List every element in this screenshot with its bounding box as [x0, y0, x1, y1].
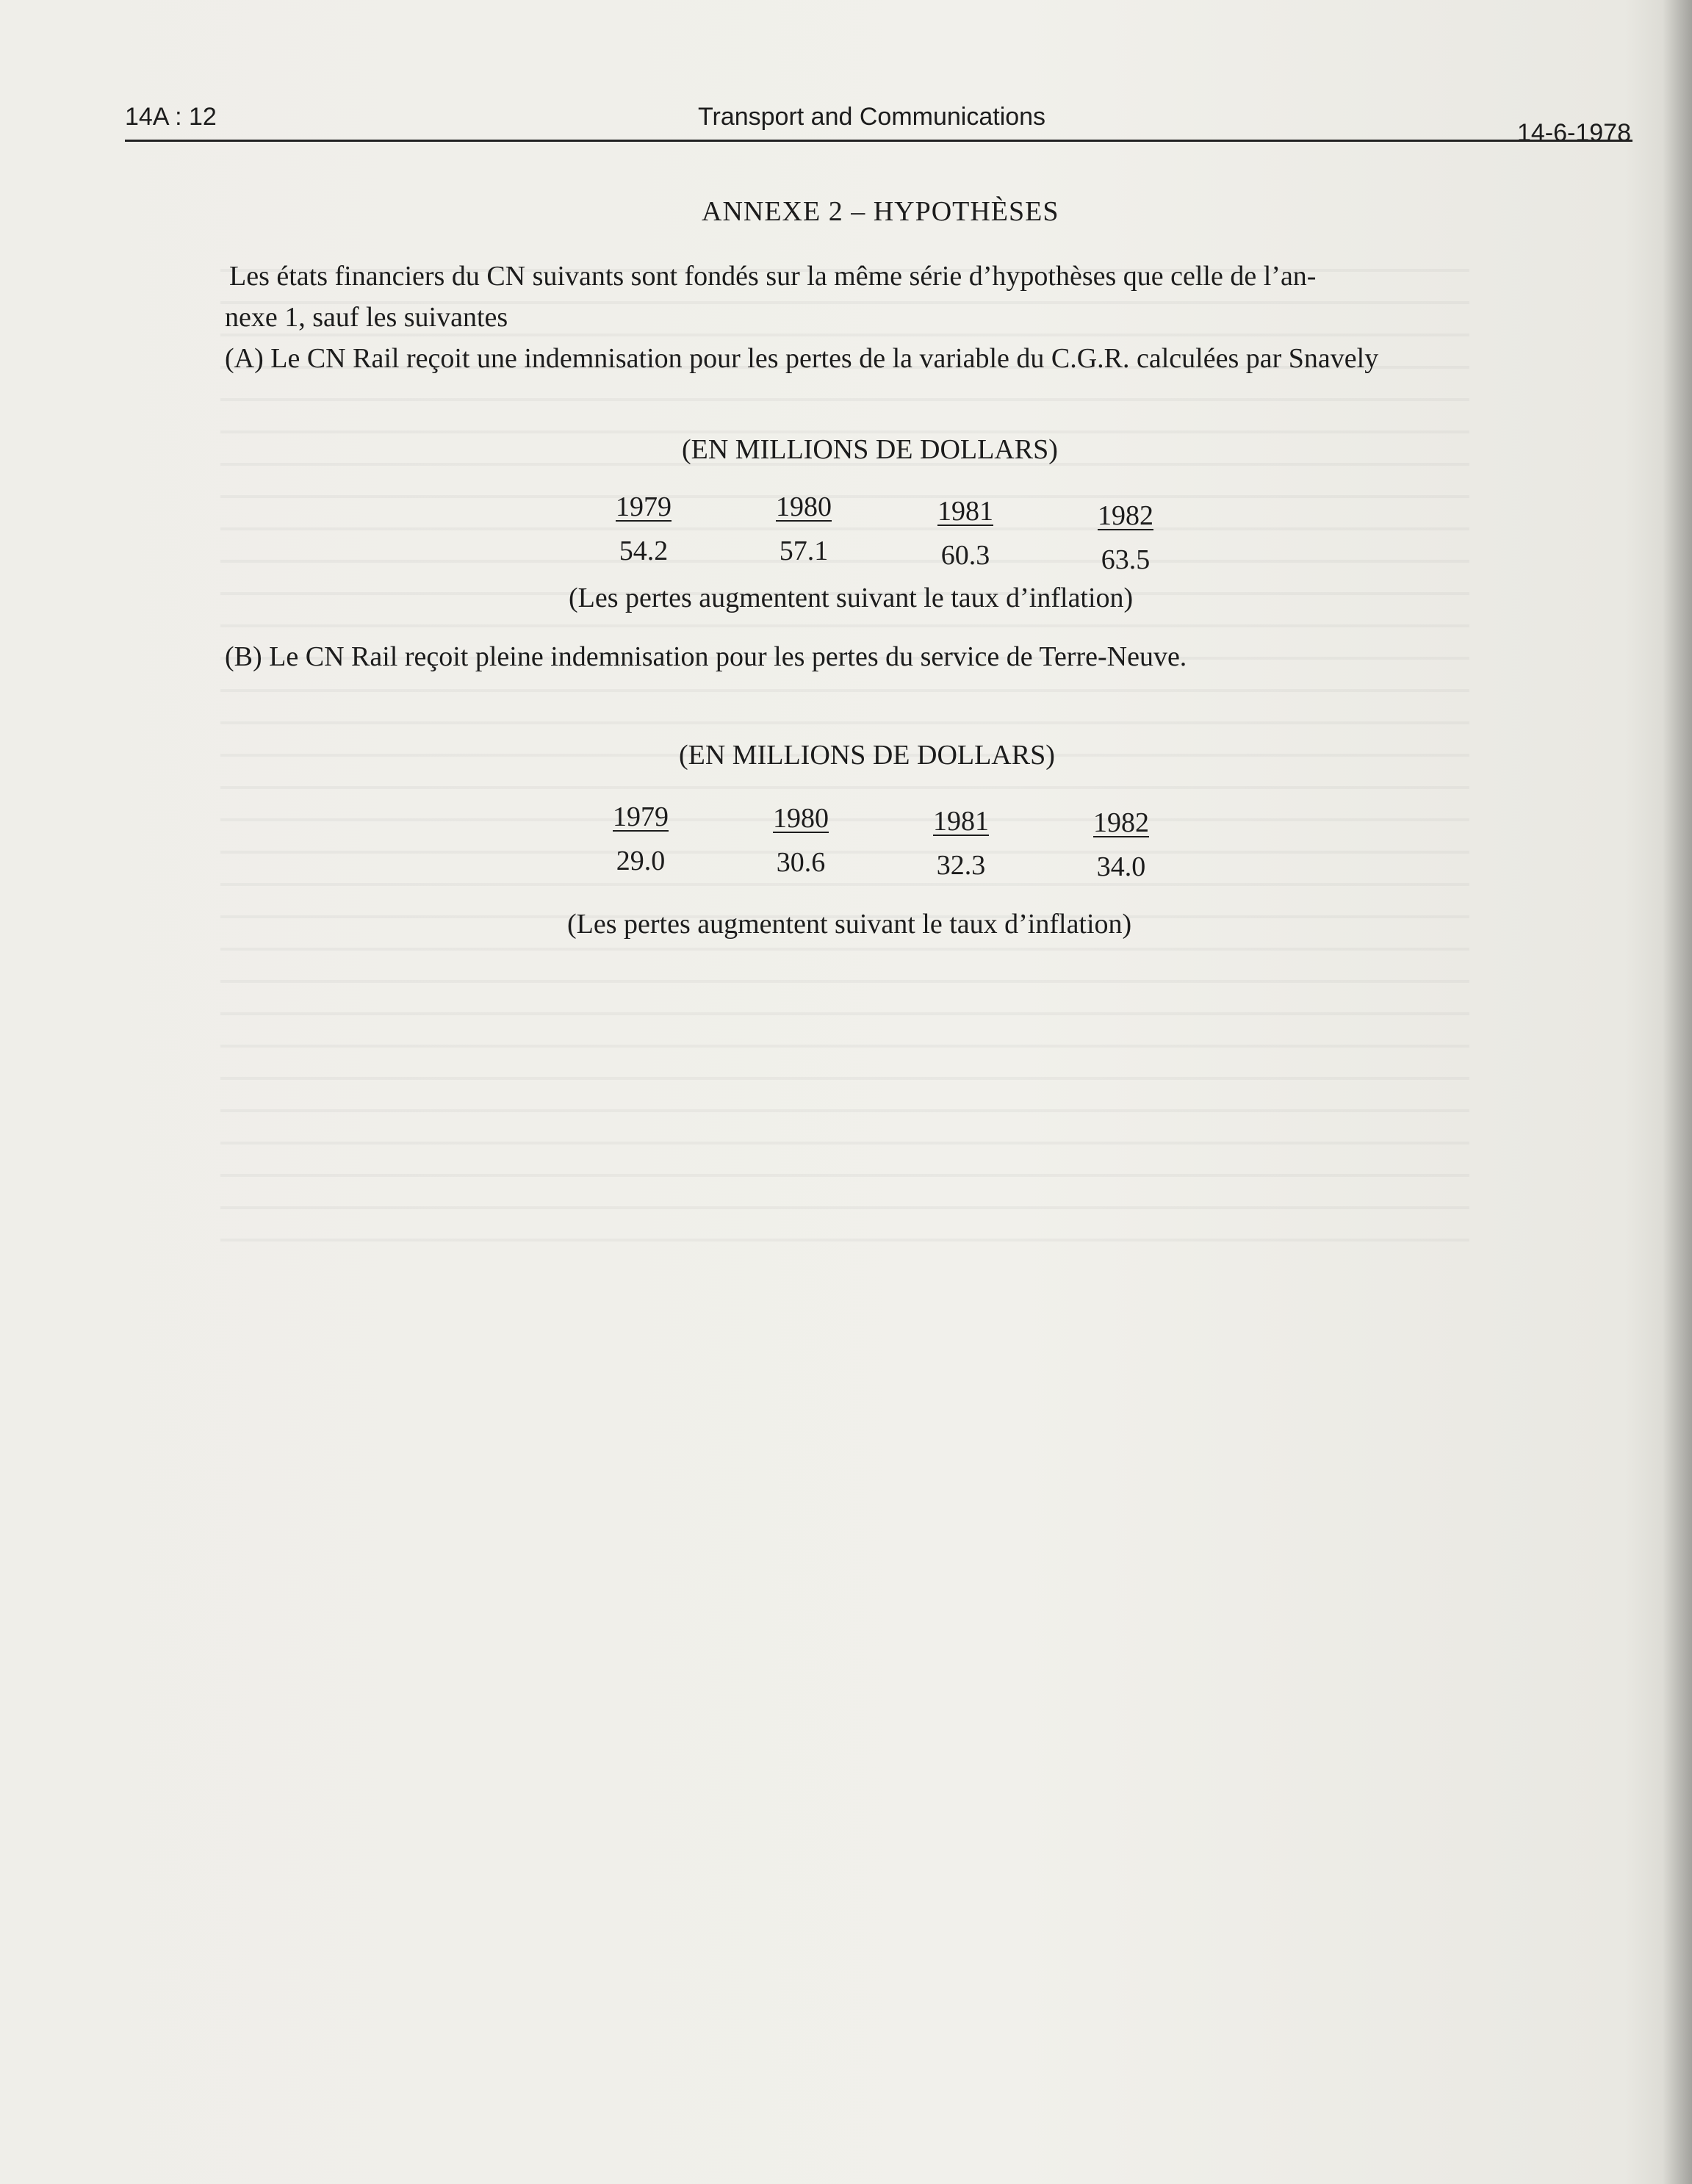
year-label: 1979	[613, 801, 669, 832]
publication-title: Transport and Communications	[698, 103, 1046, 131]
header-rule	[125, 140, 1632, 142]
section-a-unit-heading: (EN MILLIONS DE DOLLARS)	[682, 434, 1058, 465]
section-a-col-1982	[1081, 500, 1170, 576]
value-cell: 57.1	[779, 536, 829, 566]
intro-paragraph	[225, 256, 1530, 338]
section-b-col-1982	[1077, 807, 1165, 883]
year-label: 1981	[933, 806, 989, 837]
section-a-col-1979	[600, 491, 688, 567]
value-cell: 60.3	[940, 540, 990, 571]
intro-line-1: Les états financiers du CN suivants sont fondés sur la même série d’hypothèses que celle de l’an-	[229, 261, 1317, 292]
page-header	[125, 103, 1631, 147]
section-b-note: (Les pertes augmentent suivant le taux d’inflation)	[567, 909, 1132, 940]
annex-title: ANNEXE 2 – HYPOTHÈSES	[702, 196, 1059, 227]
section-b-col-1979	[597, 801, 685, 877]
value-cell: 29.0	[616, 846, 666, 876]
page-reference: 14A : 12	[125, 103, 217, 131]
year-label: 1980	[773, 803, 829, 834]
publication-date: 14-6-1978	[1516, 119, 1631, 147]
section-b-text: (B) Le CN Rail reçoit pleine indemnisation pour les pertes du service de Terre-Neuve.	[225, 641, 1187, 672]
section-a-col-1981	[921, 495, 1009, 572]
section-a-text: (A) Le CN Rail reçoit une indemnisation pour les pertes de la variable du C.G.R. calculées par Snavely	[225, 343, 1379, 374]
value-cell: 63.5	[1101, 544, 1151, 575]
value-cell: 54.2	[619, 536, 669, 566]
year-label: 1981	[937, 496, 993, 527]
section-a-note: (Les pertes augmentent suivant le taux d’inflation)	[569, 583, 1134, 613]
year-label: 1982	[1098, 500, 1153, 531]
section-a-col-1980	[760, 491, 848, 567]
value-cell: 30.6	[776, 847, 826, 878]
section-b-unit-heading: (EN MILLIONS DE DOLLARS)	[679, 740, 1055, 771]
intro-line-2: nexe 1, sauf les suivantes	[225, 302, 508, 333]
year-label: 1982	[1093, 807, 1149, 838]
value-cell: 32.3	[936, 850, 986, 881]
section-b-col-1980	[757, 802, 845, 879]
section-b-col-1981	[917, 805, 1005, 882]
value-cell: 34.0	[1096, 851, 1146, 882]
year-label: 1979	[616, 491, 672, 522]
page-binding-shadow	[1663, 0, 1692, 2184]
year-label: 1980	[776, 491, 832, 522]
